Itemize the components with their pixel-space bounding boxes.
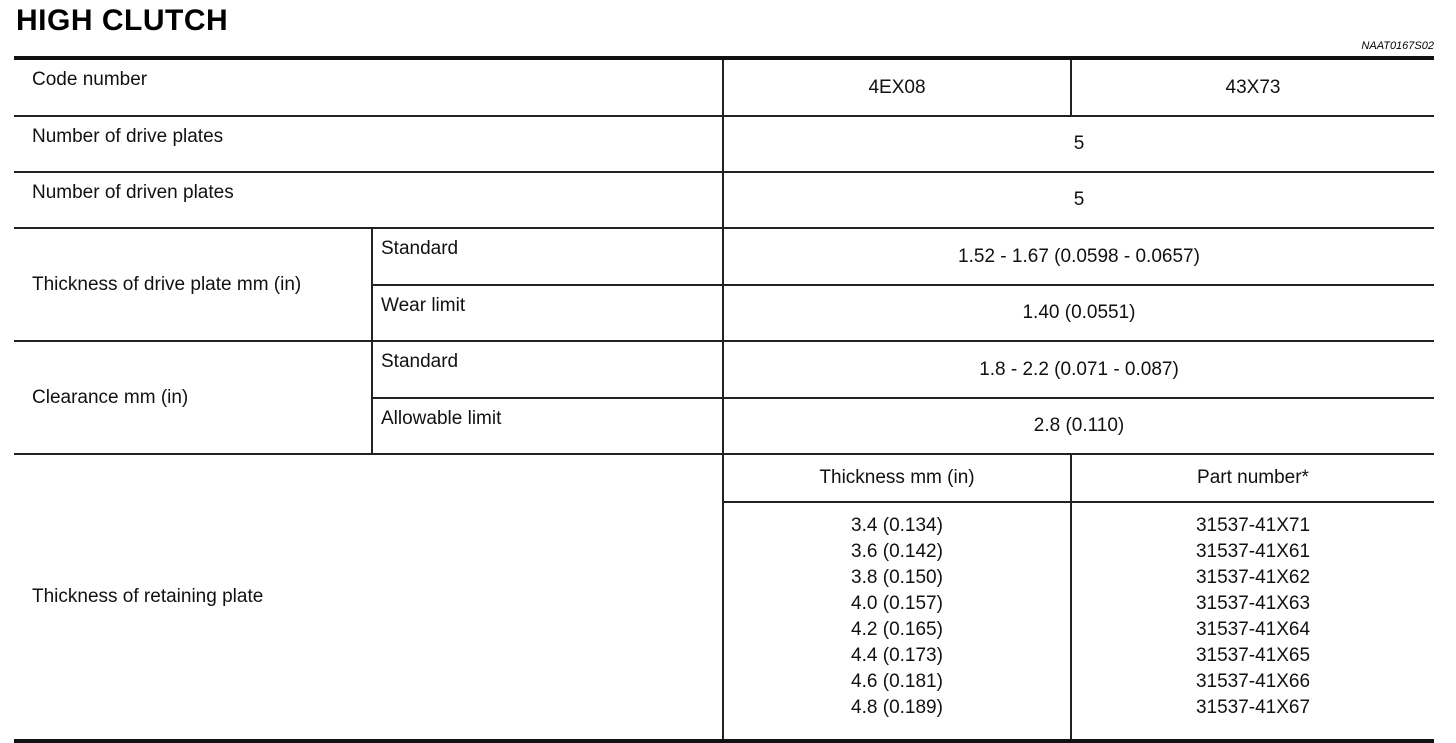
code-number-label: Code number	[32, 69, 148, 90]
part-number-list	[1071, 502, 1434, 741]
drive-plates-value: 5	[723, 116, 1434, 172]
driven-plates-label: Number of driven plates	[14, 172, 723, 228]
reference-code: NAAT0167S02	[1361, 40, 1434, 52]
drive-plate-standard-value: 1.52 - 1.67 (0.0598 - 0.0657)	[723, 228, 1434, 285]
list-item: 4.6 (0.181)	[851, 671, 943, 692]
table-row-clearance-standard	[14, 341, 1434, 398]
clearance-limit-label: Allowable limit	[372, 398, 723, 454]
code-number-value-2: 43X73	[1071, 58, 1434, 116]
code-number-value-1: 4EX08	[723, 58, 1071, 116]
list-item: 4.8 (0.189)	[851, 697, 943, 718]
high-clutch-spec-table	[14, 56, 1434, 743]
list-item: 4.2 (0.165)	[851, 619, 943, 640]
list-item: 31537-41X65	[1195, 645, 1311, 666]
thickness-column-header: Thickness mm (in)	[723, 454, 1071, 502]
table-row-code-number	[14, 58, 1434, 116]
drive-plate-wear-value: 1.40 (0.0551)	[723, 285, 1434, 341]
table-row-retaining-header	[14, 454, 1434, 502]
part-number-column-header: Part number*	[1071, 454, 1434, 502]
list-item: 3.4 (0.134)	[851, 515, 943, 536]
clearance-limit-value: 2.8 (0.110)	[723, 398, 1434, 454]
driven-plates-value: 5	[723, 172, 1434, 228]
list-item: 4.0 (0.157)	[851, 593, 943, 614]
retaining-plate-label: Thickness of retaining plate	[14, 454, 723, 741]
list-item: 31537-41X62	[1195, 567, 1311, 588]
list-item: 3.8 (0.150)	[851, 567, 943, 588]
list-item: 3.6 (0.142)	[851, 541, 943, 562]
drive-plate-standard-label: Standard	[372, 228, 723, 285]
table-row-drive-plate-standard	[14, 228, 1434, 285]
clearance-standard-value: 1.8 - 2.2 (0.071 - 0.087)	[723, 341, 1434, 398]
list-item: 4.4 (0.173)	[851, 645, 943, 666]
table-row-driven-plates	[14, 172, 1434, 228]
table-row-drive-plates	[14, 116, 1434, 172]
thickness-list	[723, 502, 1071, 741]
drive-plate-thickness-label: Thickness of drive plate mm (in)	[14, 228, 372, 341]
list-item: 31537-41X63	[1195, 593, 1311, 614]
clearance-standard-label: Standard	[372, 341, 723, 398]
drive-plates-label: Number of drive plates	[14, 116, 723, 172]
list-item: 31537-41X61	[1195, 541, 1311, 562]
clearance-label: Clearance mm (in)	[14, 341, 372, 454]
list-item: 31537-41X66	[1195, 671, 1311, 692]
page-title: HIGH CLUTCH	[16, 4, 229, 37]
list-item: 31537-41X67	[1195, 697, 1311, 718]
list-item: 31537-41X64	[1195, 619, 1311, 640]
drive-plate-wear-label: Wear limit	[372, 285, 723, 341]
list-item: 31537-41X71	[1195, 515, 1311, 536]
